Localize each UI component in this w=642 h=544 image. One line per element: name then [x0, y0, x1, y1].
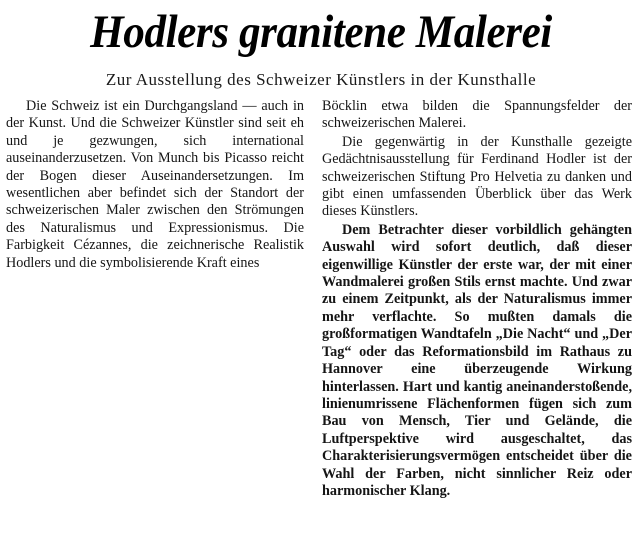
article-paragraph-bold: Dem Betrachter dieser vorbildlich gehängten Auswahl wird sofort deutlich, daß dieser eigenwillige Künstler der erste war, der mit einer Wandmalerei großen Stils ernst machte. Und zwar zu einem Zeitpunkt, als der Naturalismus immer mehr verflachte. So mußten damals die großformatigen Wandtafeln „Die Nacht“ und „Der Tag“ oder das Reformationsbild im Rathaus zu Hannover eine überzeugende Wirkung hinterlassen. Hart und kantig aneinanderstoßende, linienumrissene Flächenformen fügen sich zum Bau von Mensch, Tier und Gelände, die Luftperspektive wird ausgeschaltet, das Charakterisierungsvermögen entscheidet über die Wahl der Farben, nicht sinnlicher Reiz oder harmonischer Klang.: [322, 221, 632, 499]
article-paragraph: Die Schweiz ist ein Durchgangsland — auch in der Kunst. Und die Schweizer Künstler sind seit eh und je gezwungen, sich international auseinanderzusetzen. Von Munch bis Picasso reicht der Bogen dieser Auseinandersetzungen. Im wesentlichen aber befindet sich der Standort der schweizerischen Maler zwischen den Strömungen des Naturalismus und Expressionismus. Die Farbigkeit Cézannes, die zeichnerische Realistik Hodlers und die symbolisierende Kraft eines: [6, 98, 304, 271]
article-subheadline: Zur Ausstellung des Schweizer Künstlers in der Kunsthalle: [105, 70, 537, 89]
article-headline: Hodlers granitene Malerei: [90, 6, 552, 58]
article-paragraph: Die gegenwärtig in der Kunsthalle gezeigte Gedächtnisausstellung für Ferdinand Hodler ist der schweizerischen Stiftung Pro Helvetia zu danken und gibt einen umfassenden Überblick über das Werk dieses Künstlers.: [322, 133, 632, 220]
article-column-right: [322, 98, 632, 500]
article-paragraph: Böcklin etwa bilden die Spannungsfelder der schweizerischen Malerei.: [322, 98, 632, 132]
article-column-left: [6, 98, 304, 272]
